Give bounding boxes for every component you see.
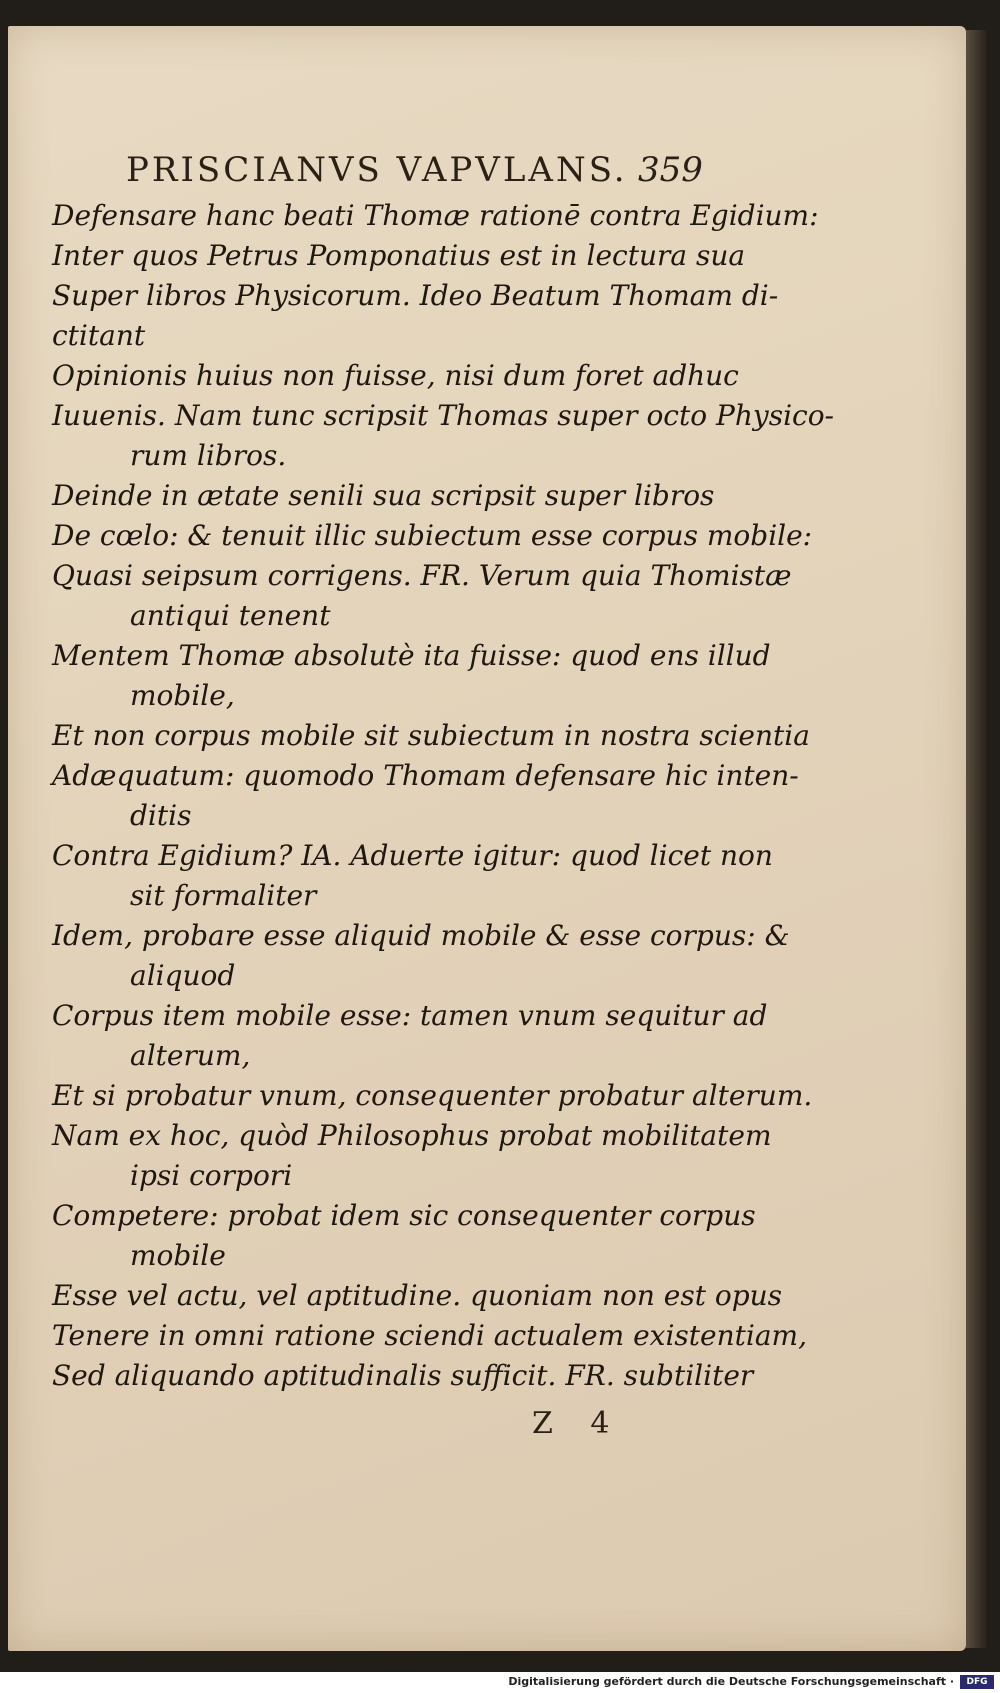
text-line: Mentem Thomæ absolutè ita fuisse: quod ens illud [52,639,771,672]
text-line: Nam ex hoc, quòd Philosophus probat mobilitatem [52,1119,772,1152]
text-line: Esse vel actu, vel aptitudine. quoniam non est opus [52,1279,783,1312]
text-line: Et si probatur vnum, consequenter probatur alterum. [52,1079,813,1112]
text-line: Inter quos Petrus Pomponatius est in lectura sua [52,239,746,272]
text-line: Tenere in omni ratione sciendi actualem existentiam, [52,1319,807,1352]
text-line: Contra Egidium? IA. Aduerte igitur: quod licet non [52,839,773,872]
text-line: sit formaliter [130,879,317,912]
text-line: Deinde in ætate senili sua scripsit super libros [52,479,715,512]
text-line: aliquod [130,959,236,992]
page-number: 359 [638,150,703,190]
page-header [8,126,966,190]
running-head: PRISCIANVS VAPVLANS. [126,150,628,190]
text-line: mobile [130,1239,226,1272]
text-line: Super libros Physicorum. Ideo Beatum Thomam di- [52,279,779,312]
text-line: alterum, [130,1039,251,1072]
text-line: Defensare hanc beati Thomæ rationē contra Egidium: [52,199,819,232]
text-line: Adæquatum: quomodo Thomam defensare hic inten- [52,759,799,792]
signature-mark: Z 4 [532,1406,624,1441]
text-line: ditis [130,799,192,832]
text-line: rum libros. [130,439,287,472]
text-line: ipsi corpori [130,1159,293,1192]
text-line: Sed aliquando aptitudinalis sufficit. FR. subtiliter [52,1359,754,1392]
dfg-logo: DFG [960,1675,994,1689]
page-edge [966,30,986,1648]
text-line: antiqui tenent [130,599,331,632]
text-line: Corpus item mobile esse: tamen vnum sequitur ad [52,999,768,1032]
text-line: Competere: probat idem sic consequenter corpus [52,1199,756,1232]
text-line: Et non corpus mobile sit subiectum in nostra scientia [52,719,810,752]
text-block [52,196,835,1396]
footer-credit: Digitalisierung gefördert durch die Deutsche Forschungsgemeinschaft · [508,1675,954,1688]
text-line: Opinionis huius non fuisse, nisi dum foret adhuc [52,359,739,392]
text-line: ctitant [52,319,146,352]
text-line: mobile, [130,679,235,712]
text-line: Idem, probare esse aliquid mobile & esse corpus: & [52,919,790,952]
text-line: Quasi seipsum corrigens. FR. Verum quia Thomistæ [52,559,792,592]
text-line: De cœlo: & tenuit illic subiectum esse corpus mobile: [52,519,813,552]
book-page [8,26,966,1651]
footer-bar [0,1672,1000,1693]
text-line: Iuuenis. Nam tunc scripsit Thomas super octo Physico- [52,399,835,432]
